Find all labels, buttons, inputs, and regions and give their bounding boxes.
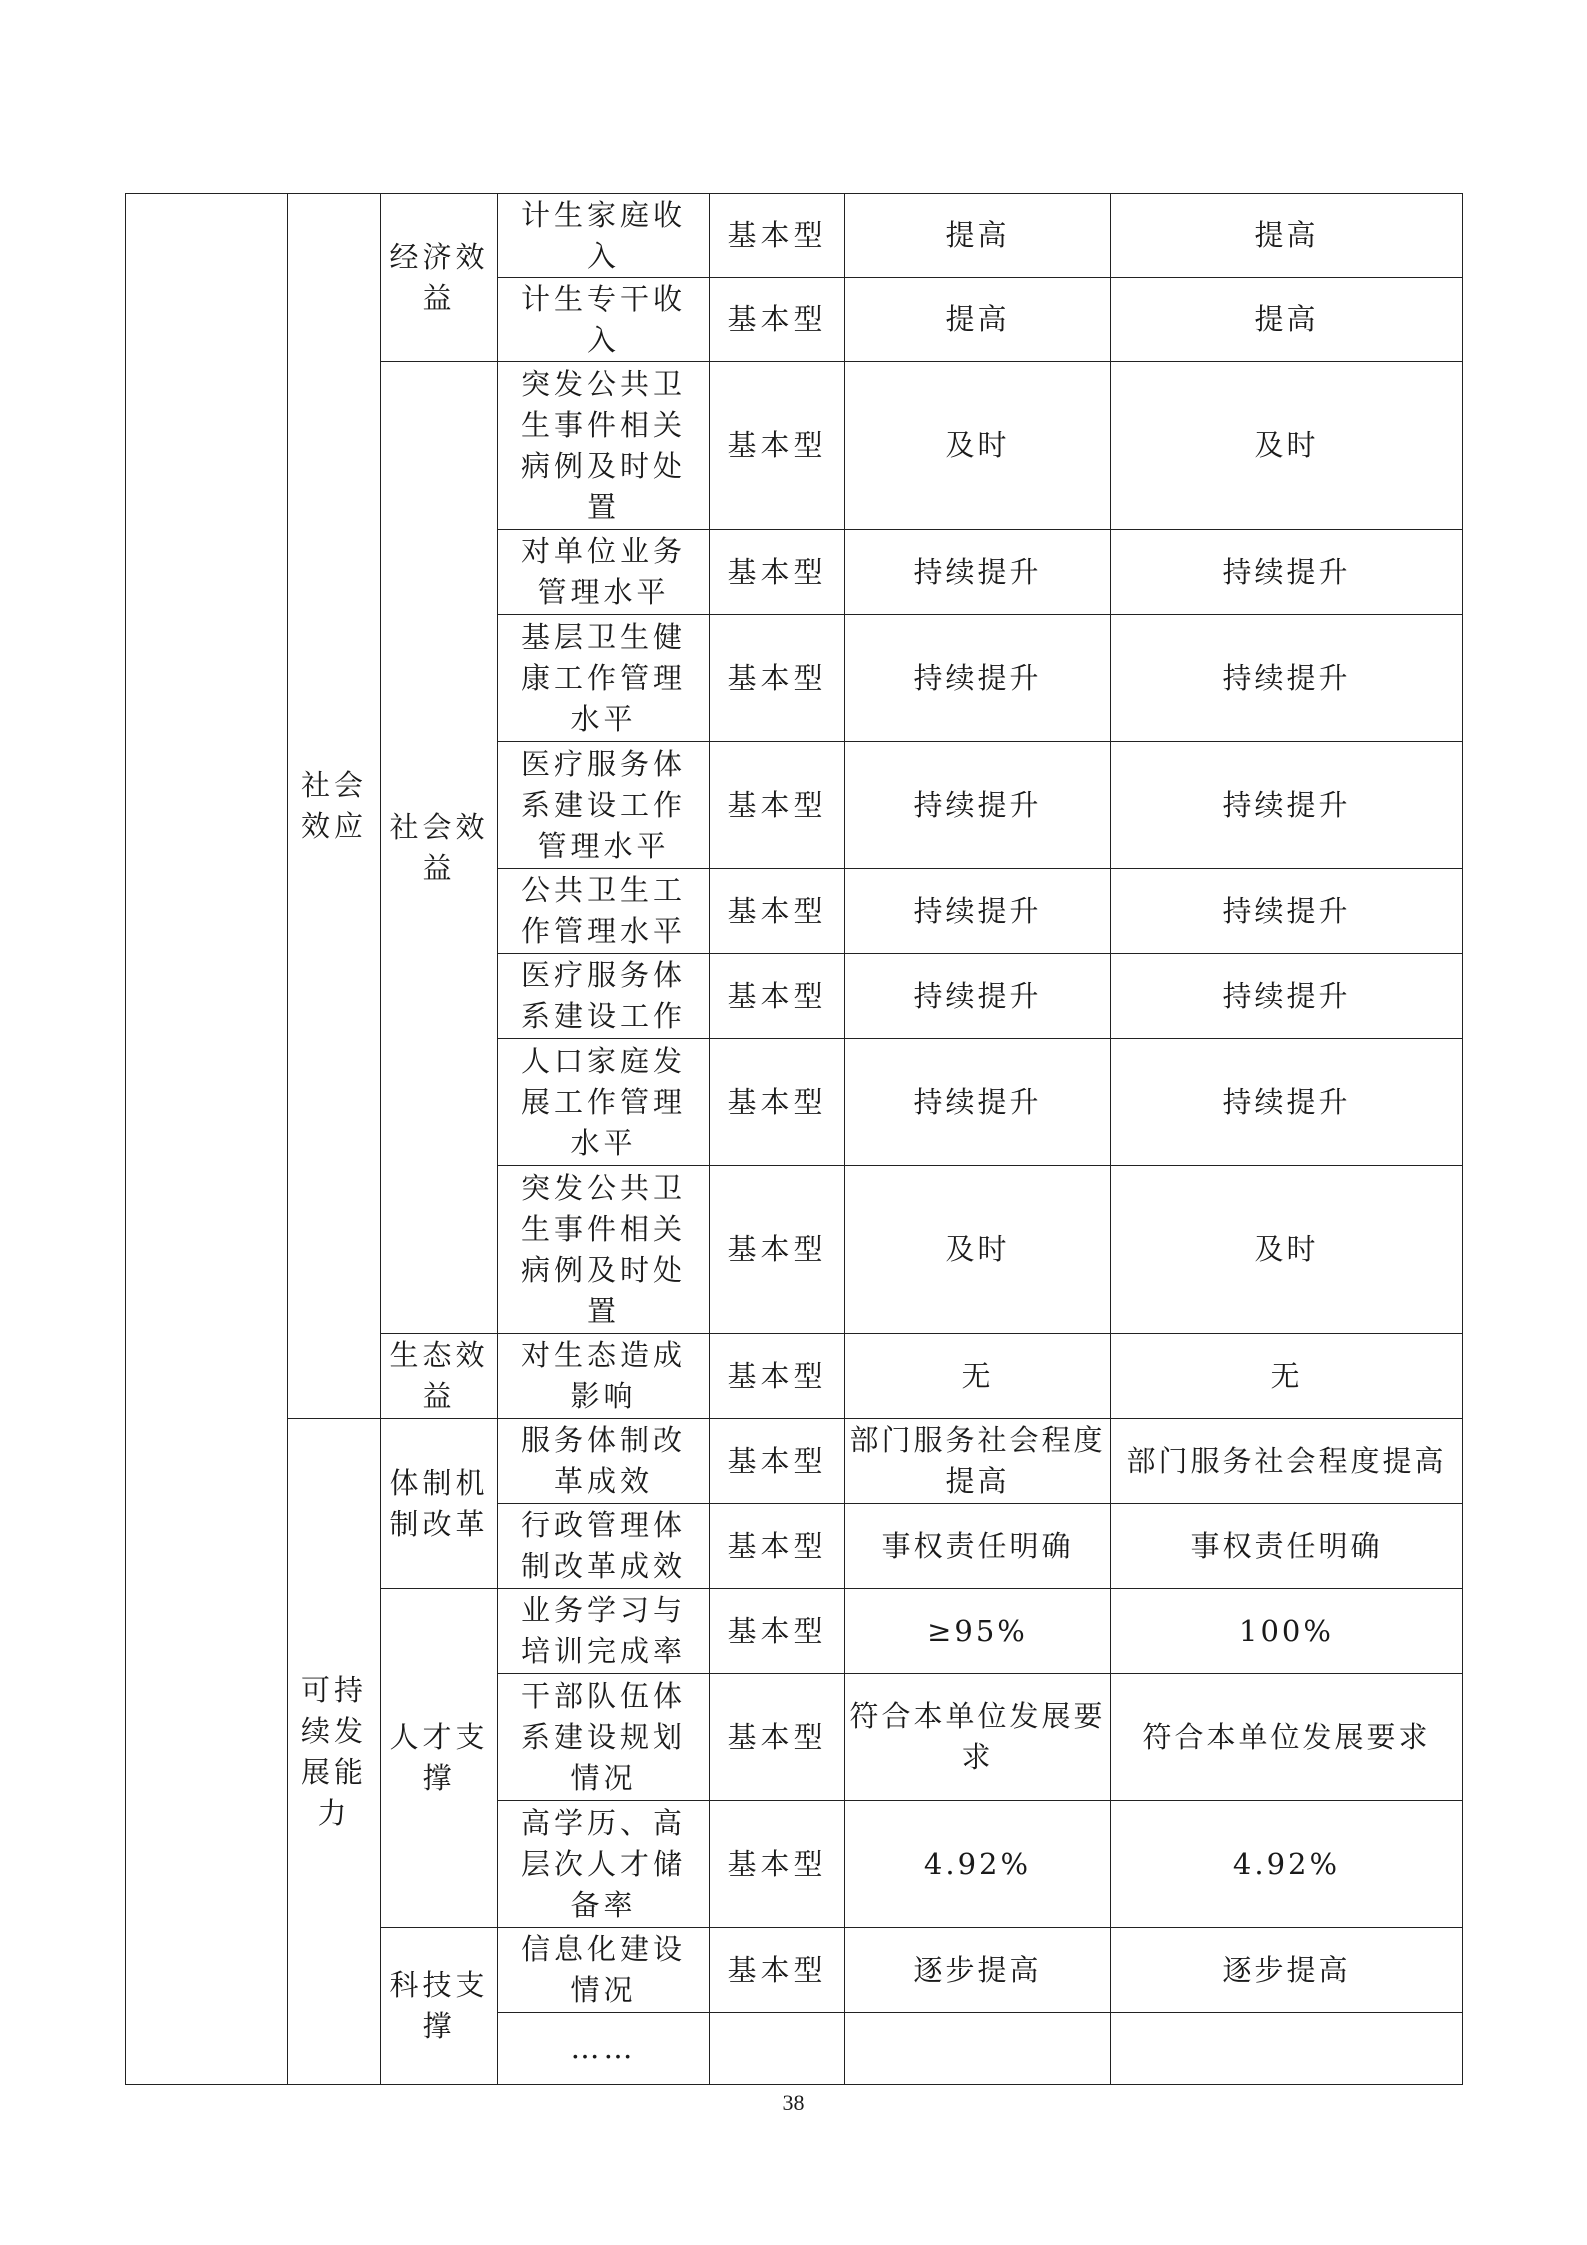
actual-value: 符合本单位发展要求 bbox=[1111, 1674, 1463, 1801]
indicator-name: 信息化建设情况 bbox=[498, 1928, 710, 2013]
indicator-type: 基本型 bbox=[710, 1334, 845, 1419]
actual-value: 逐步提高 bbox=[1111, 1928, 1463, 2013]
target-value: 无 bbox=[845, 1334, 1111, 1419]
indicator-name: 对单位业务管理水平 bbox=[498, 530, 710, 615]
actual-value: 持续提升 bbox=[1111, 869, 1463, 954]
actual-value: 提高 bbox=[1111, 278, 1463, 362]
indicator-name: …… bbox=[498, 2013, 710, 2085]
target-value: 持续提升 bbox=[845, 869, 1111, 954]
indicator-type: 基本型 bbox=[710, 615, 845, 742]
indicator-type bbox=[710, 2013, 845, 2085]
actual-value: 持续提升 bbox=[1111, 954, 1463, 1039]
indicator-type: 基本型 bbox=[710, 954, 845, 1039]
indicator-name: 对生态造成影响 bbox=[498, 1334, 710, 1419]
target-value: 提高 bbox=[845, 278, 1111, 362]
actual-value: 事权责任明确 bbox=[1111, 1504, 1463, 1589]
indicator-name: 基层卫生健康工作管理水平 bbox=[498, 615, 710, 742]
indicator-name: 高学历、高层次人才储备率 bbox=[498, 1801, 710, 1928]
actual-value: 持续提升 bbox=[1111, 742, 1463, 869]
actual-value: 及时 bbox=[1111, 1166, 1463, 1334]
indicator-type: 基本型 bbox=[710, 1928, 845, 2013]
level3-institution-reform: 体制机制改革 bbox=[381, 1419, 498, 1589]
actual-value: 持续提升 bbox=[1111, 530, 1463, 615]
target-value: 提高 bbox=[845, 194, 1111, 278]
indicator-name: 服务体制改革成效 bbox=[498, 1419, 710, 1504]
page-number: 38 bbox=[782, 2090, 805, 2115]
indicator-name: 人口家庭发展工作管理水平 bbox=[498, 1039, 710, 1166]
indicator-type: 基本型 bbox=[710, 742, 845, 869]
target-value: 持续提升 bbox=[845, 615, 1111, 742]
target-value: 及时 bbox=[845, 1166, 1111, 1334]
indicator-name: 突发公共卫生事件相关病例及时处置 bbox=[498, 362, 710, 530]
target-value: 及时 bbox=[845, 362, 1111, 530]
indicator-type: 基本型 bbox=[710, 278, 845, 362]
indicator-type: 基本型 bbox=[710, 1674, 845, 1801]
indicator-name: 业务学习与培训完成率 bbox=[498, 1589, 710, 1674]
table-row bbox=[126, 194, 1463, 278]
indicator-name: 突发公共卫生事件相关病例及时处置 bbox=[498, 1166, 710, 1334]
target-value: 逐步提高 bbox=[845, 1928, 1111, 2013]
target-value: 持续提升 bbox=[845, 530, 1111, 615]
level2-sustainable-capacity: 可持续发展能力 bbox=[288, 1419, 381, 2085]
target-value bbox=[845, 2013, 1111, 2085]
indicator-type: 基本型 bbox=[710, 362, 845, 530]
target-value: 事权责任明确 bbox=[845, 1504, 1111, 1589]
indicator-type: 基本型 bbox=[710, 1801, 845, 1928]
level3-tech-support: 科技支撑 bbox=[381, 1928, 498, 2085]
actual-value: 持续提升 bbox=[1111, 615, 1463, 742]
level3-economic-benefit: 经济效益 bbox=[381, 194, 498, 362]
actual-value: 及时 bbox=[1111, 362, 1463, 530]
indicator-name: 医疗服务体系建设工作 bbox=[498, 954, 710, 1039]
actual-value: 4.92% bbox=[1111, 1801, 1463, 1928]
performance-indicator-table bbox=[125, 193, 1463, 2085]
indicator-type: 基本型 bbox=[710, 530, 845, 615]
indicator-name: 干部队伍体系建设规划情况 bbox=[498, 1674, 710, 1801]
indicator-type: 基本型 bbox=[710, 1419, 845, 1504]
indicator-type: 基本型 bbox=[710, 194, 845, 278]
actual-value: 部门服务社会程度提高 bbox=[1111, 1419, 1463, 1504]
table-row bbox=[126, 1419, 1463, 1504]
target-value: 部门服务社会程度提高 bbox=[845, 1419, 1111, 1504]
actual-value: 无 bbox=[1111, 1334, 1463, 1419]
indicator-type: 基本型 bbox=[710, 1166, 845, 1334]
target-value: 符合本单位发展要求 bbox=[845, 1674, 1111, 1801]
actual-value: 提高 bbox=[1111, 194, 1463, 278]
target-value: ≥95% bbox=[845, 1589, 1111, 1674]
level1-indicator-cell bbox=[126, 194, 288, 2085]
target-value: 4.92% bbox=[845, 1801, 1111, 1928]
level3-social-benefit: 社会效益 bbox=[381, 362, 498, 1334]
target-value: 持续提升 bbox=[845, 742, 1111, 869]
target-value: 持续提升 bbox=[845, 954, 1111, 1039]
indicator-name: 计生专干收入 bbox=[498, 278, 710, 362]
indicator-type: 基本型 bbox=[710, 1039, 845, 1166]
level3-talent-support: 人才支撑 bbox=[381, 1589, 498, 1928]
level2-social-effect: 社会效应 bbox=[288, 194, 381, 1419]
indicator-name: 计生家庭收入 bbox=[498, 194, 710, 278]
indicator-name: 行政管理体制改革成效 bbox=[498, 1504, 710, 1589]
indicator-type: 基本型 bbox=[710, 1589, 845, 1674]
actual-value bbox=[1111, 2013, 1463, 2085]
indicator-type: 基本型 bbox=[710, 1504, 845, 1589]
indicator-name: 公共卫生工作管理水平 bbox=[498, 869, 710, 954]
level3-ecological-benefit: 生态效益 bbox=[381, 1334, 498, 1419]
target-value: 持续提升 bbox=[845, 1039, 1111, 1166]
actual-value: 持续提升 bbox=[1111, 1039, 1463, 1166]
indicator-type: 基本型 bbox=[710, 869, 845, 954]
indicator-name: 医疗服务体系建设工作管理水平 bbox=[498, 742, 710, 869]
actual-value: 100% bbox=[1111, 1589, 1463, 1674]
